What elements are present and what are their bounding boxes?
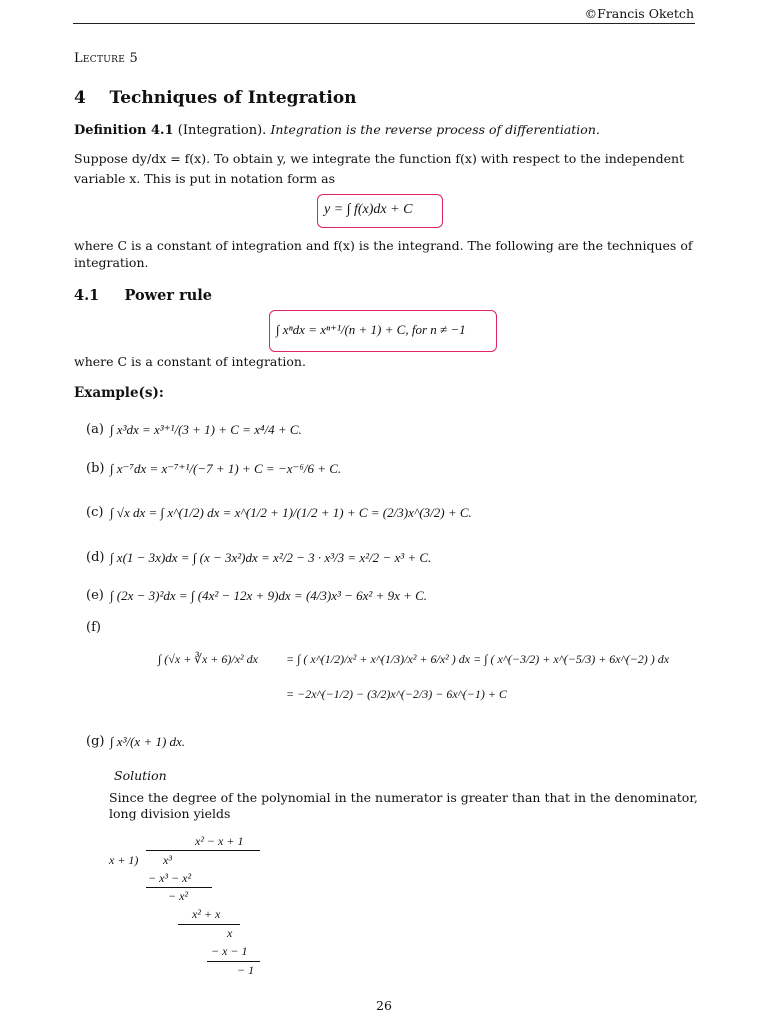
example-expression: ∫ x(1 − 3x)dx = ∫ (x − 3x²)dx = x²/2 − 3 · x³/3 = x²/2 − x³ + C. [110, 550, 432, 565]
header-rule [73, 23, 695, 24]
solution-line-1: Since the degree of the polynomial in the numerator is greater than that in the denominator, [109, 790, 698, 805]
example-label: (c) [86, 505, 104, 520]
long-division-underline [207, 961, 260, 962]
solution-label: Solution [114, 768, 167, 783]
long-division-row: x [227, 926, 233, 940]
power-rule-formula: ∫ xⁿdx = xⁿ⁺¹/(n + 1) + C, for n ≠ −1 [276, 322, 466, 337]
examples-heading: Example(s): [74, 385, 164, 401]
long-division-dividend: x³ [163, 853, 172, 867]
example-f-line1-left: ∫ (√x + ∛x + 6)/x² dx [158, 652, 258, 666]
power-rule-where: where C is a constant of integration. [74, 354, 306, 369]
long-division-divisor: x + 1) [109, 853, 139, 867]
example-label: (d) [86, 550, 105, 565]
example-expression: ∫ x³dx = x³⁺¹/(3 + 1) + C = x⁴/4 + C. [110, 422, 302, 437]
subsection-heading [74, 287, 212, 304]
example-label: (g) [86, 734, 105, 749]
definition-where-1: where C is a constant of integration and f(x) is the integrand. The following are the techniques of [74, 238, 693, 253]
example-label: (a) [86, 422, 104, 437]
long-division-quotient: x² − x + 1 [195, 834, 244, 848]
definition-label: Definition 4.1 [74, 123, 174, 138]
section-title: Techniques of Integration [109, 88, 357, 108]
long-division-underline [146, 887, 212, 888]
definition-where-2: integration. [74, 255, 149, 270]
long-division-underline [178, 924, 240, 925]
definition-intro-1: Suppose dy/dx = f(x). To obtain y, we integrate the function f(x) with respect to the independent [74, 151, 685, 166]
example-label: (b) [86, 461, 105, 476]
example-label: (e) [86, 588, 104, 603]
solution-line-2: long division yields [109, 806, 231, 821]
example-f-line1-right: = ∫ ( x^(1/2)/x² + x^(1/3)/x² + 6/x² ) dx = ∫ ( x^(−3/2) + x^(−5/3) + 6x^(−2) ) dx [286, 652, 670, 666]
boxed-formula: y = ∫ f(x)dx + C [324, 202, 413, 217]
long-division-row: − x³ − x² [148, 871, 192, 885]
subsection-title: Power rule [124, 287, 212, 304]
section-heading [74, 88, 357, 108]
definition-intro-2: variable x. This is put in notation form as [74, 171, 335, 186]
subsection-number: 4.1 [74, 287, 100, 304]
example-expression: ∫ (2x − 3)²dx = ∫ (4x² − 12x + 9)dx = (4/3)x³ − 6x² + 9x + C. [110, 588, 428, 603]
definition-paren: (Integration). [177, 123, 267, 138]
example-expression: ∫ x⁻⁷dx = x⁻⁷⁺¹/(−7 + 1) + C = −x⁻⁶/6 + C. [110, 461, 342, 476]
lecture-label: Lecture 5 [74, 51, 139, 66]
long-division-row: x² + x [192, 907, 221, 921]
example-f-line2: = −2x^(−1/2) − (3/2)x^(−2/3) − 6x^(−1) + C [286, 687, 507, 701]
long-division-row: − 1 [237, 963, 255, 977]
long-division-bar [146, 850, 260, 851]
example-expression: ∫ x³/(x + 1) dx. [110, 734, 186, 749]
long-division-row: − x − 1 [211, 944, 248, 958]
long-division-row: − x² [168, 889, 189, 903]
example-expression: ∫ √x dx = ∫ x^(1/2) dx = x^(1/2 + 1)/(1/2 + 1) + C = (2/3)x^(3/2) + C. [110, 505, 472, 520]
header-author: ©Francis Oketch [584, 6, 694, 21]
definition-statement: Integration is the reverse process of differentiation. [270, 122, 600, 137]
page-number: 26 [376, 998, 392, 1013]
example-label: (f) [86, 620, 101, 635]
section-number: 4 [74, 88, 86, 108]
definition-line [74, 122, 600, 138]
